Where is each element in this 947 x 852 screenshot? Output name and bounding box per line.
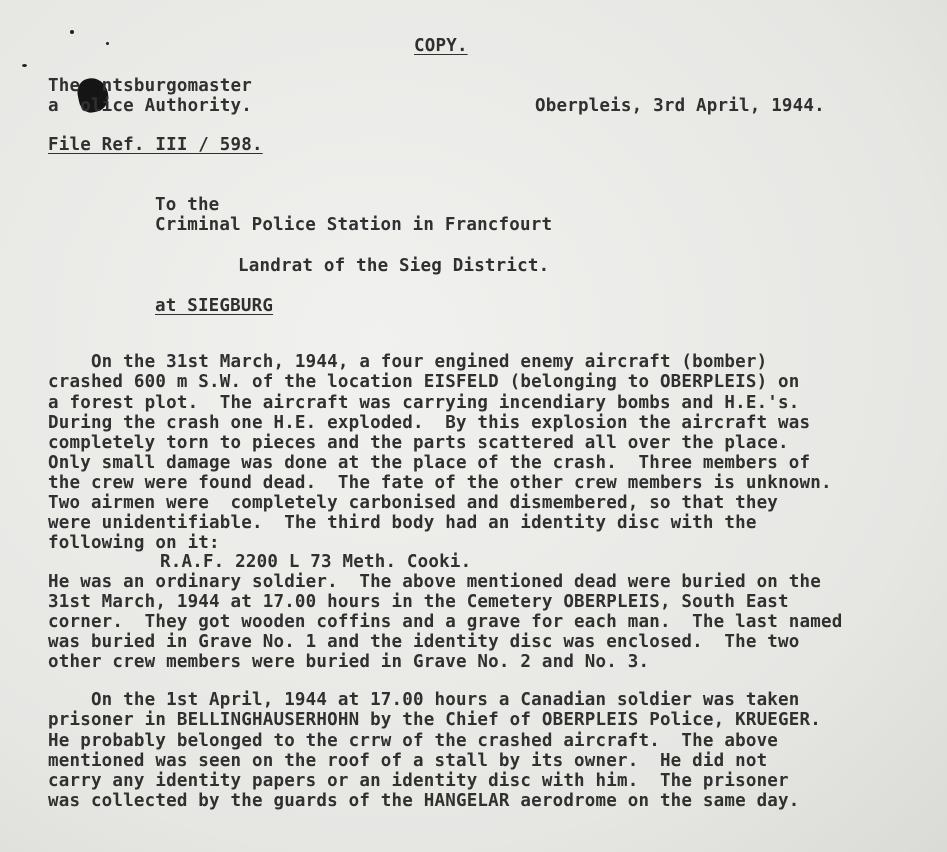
address-station: Criminal Police Station in Francfourt: [155, 215, 553, 235]
paragraph-1-line: crashed 600 m S.W. of the location EISFELD (belonging to OBERPLEIS) on: [48, 372, 800, 392]
paragraph-3-line: On the 1st April, 1944 at 17.00 hours a Canadian soldier was taken: [48, 690, 800, 710]
paragraph-3-line: carry any identity papers or an identity disc with him. The prisoner: [48, 771, 789, 791]
ink-speck: [70, 30, 74, 34]
paragraph-3-line: was collected by the guards of the HANGELAR aerodrome on the same day.: [48, 791, 800, 811]
address-to: To the: [155, 195, 220, 215]
paragraph-1-line: On the 31st March, 1944, a four engined enemy aircraft (bomber): [48, 352, 768, 372]
paragraph-2-line: 31st March, 1944 at 17.00 hours in the Cemetery OBERPLEIS, South East: [48, 592, 789, 612]
paragraph-1-line: Two airmen were completely carbonised and dismembered, so that they: [48, 493, 779, 513]
paragraph-2-line: corner. They got wooden coffins and a grave for each man. The last named: [48, 612, 843, 632]
ink-speck: [106, 42, 109, 45]
place-date: Oberpleis, 3rd April, 1944.: [535, 96, 825, 116]
authority-line-2: a olice Authority.: [48, 96, 252, 116]
paragraph-3-line: mentioned was seen on the roof of a stall by its owner. He did not: [48, 751, 768, 771]
paragraph-1-line: the crew were found dead. The fate of the other crew members is unknown.: [48, 473, 832, 493]
paragraph-3-line: prisoner in BELLINGHAUSERHOHN by the Chief of OBERPLEIS Police, KRUEGER.: [48, 710, 821, 730]
paragraph-1-line: were unidentifiable. The third body had an identity disc with the: [48, 513, 757, 533]
paragraph-1-line: Only small damage was done at the place of the crash. Three members of: [48, 453, 811, 473]
paragraph-2-line: other crew members were buried in Grave No. 2 and No. 3.: [48, 652, 650, 672]
paragraph-3-line: He probably belonged to the crrw of the crashed aircraft. The above: [48, 731, 779, 751]
file-reference: File Ref. III / 598.: [48, 135, 263, 155]
identity-disc-text: R.A.F. 2200 L 73 Meth. Cooki.: [160, 552, 472, 572]
paragraph-2-line: He was an ordinary soldier. The above mentioned dead were buried on the: [48, 572, 821, 592]
paragraph-2-line: was buried in Grave No. 1 and the identity disc was enclosed. The two: [48, 632, 800, 652]
paragraph-1-line: following on it:: [48, 533, 220, 553]
address-at: at SIEGBURG: [155, 296, 274, 316]
paragraph-1-line: During the crash one H.E. exploded. By this explosion the aircraft was: [48, 413, 811, 433]
ink-speck: [22, 64, 27, 67]
copy-label: COPY.: [414, 36, 468, 56]
address-landrat: Landrat of the Sieg District.: [238, 256, 550, 276]
authority-line-1: The ntsburgomaster: [48, 76, 252, 96]
paragraph-1-line: a forest plot. The aircraft was carrying incendiary bombs and H.E.'s.: [48, 393, 800, 413]
paragraph-1-line: completely torn to pieces and the parts scattered all over the place.: [48, 433, 789, 453]
